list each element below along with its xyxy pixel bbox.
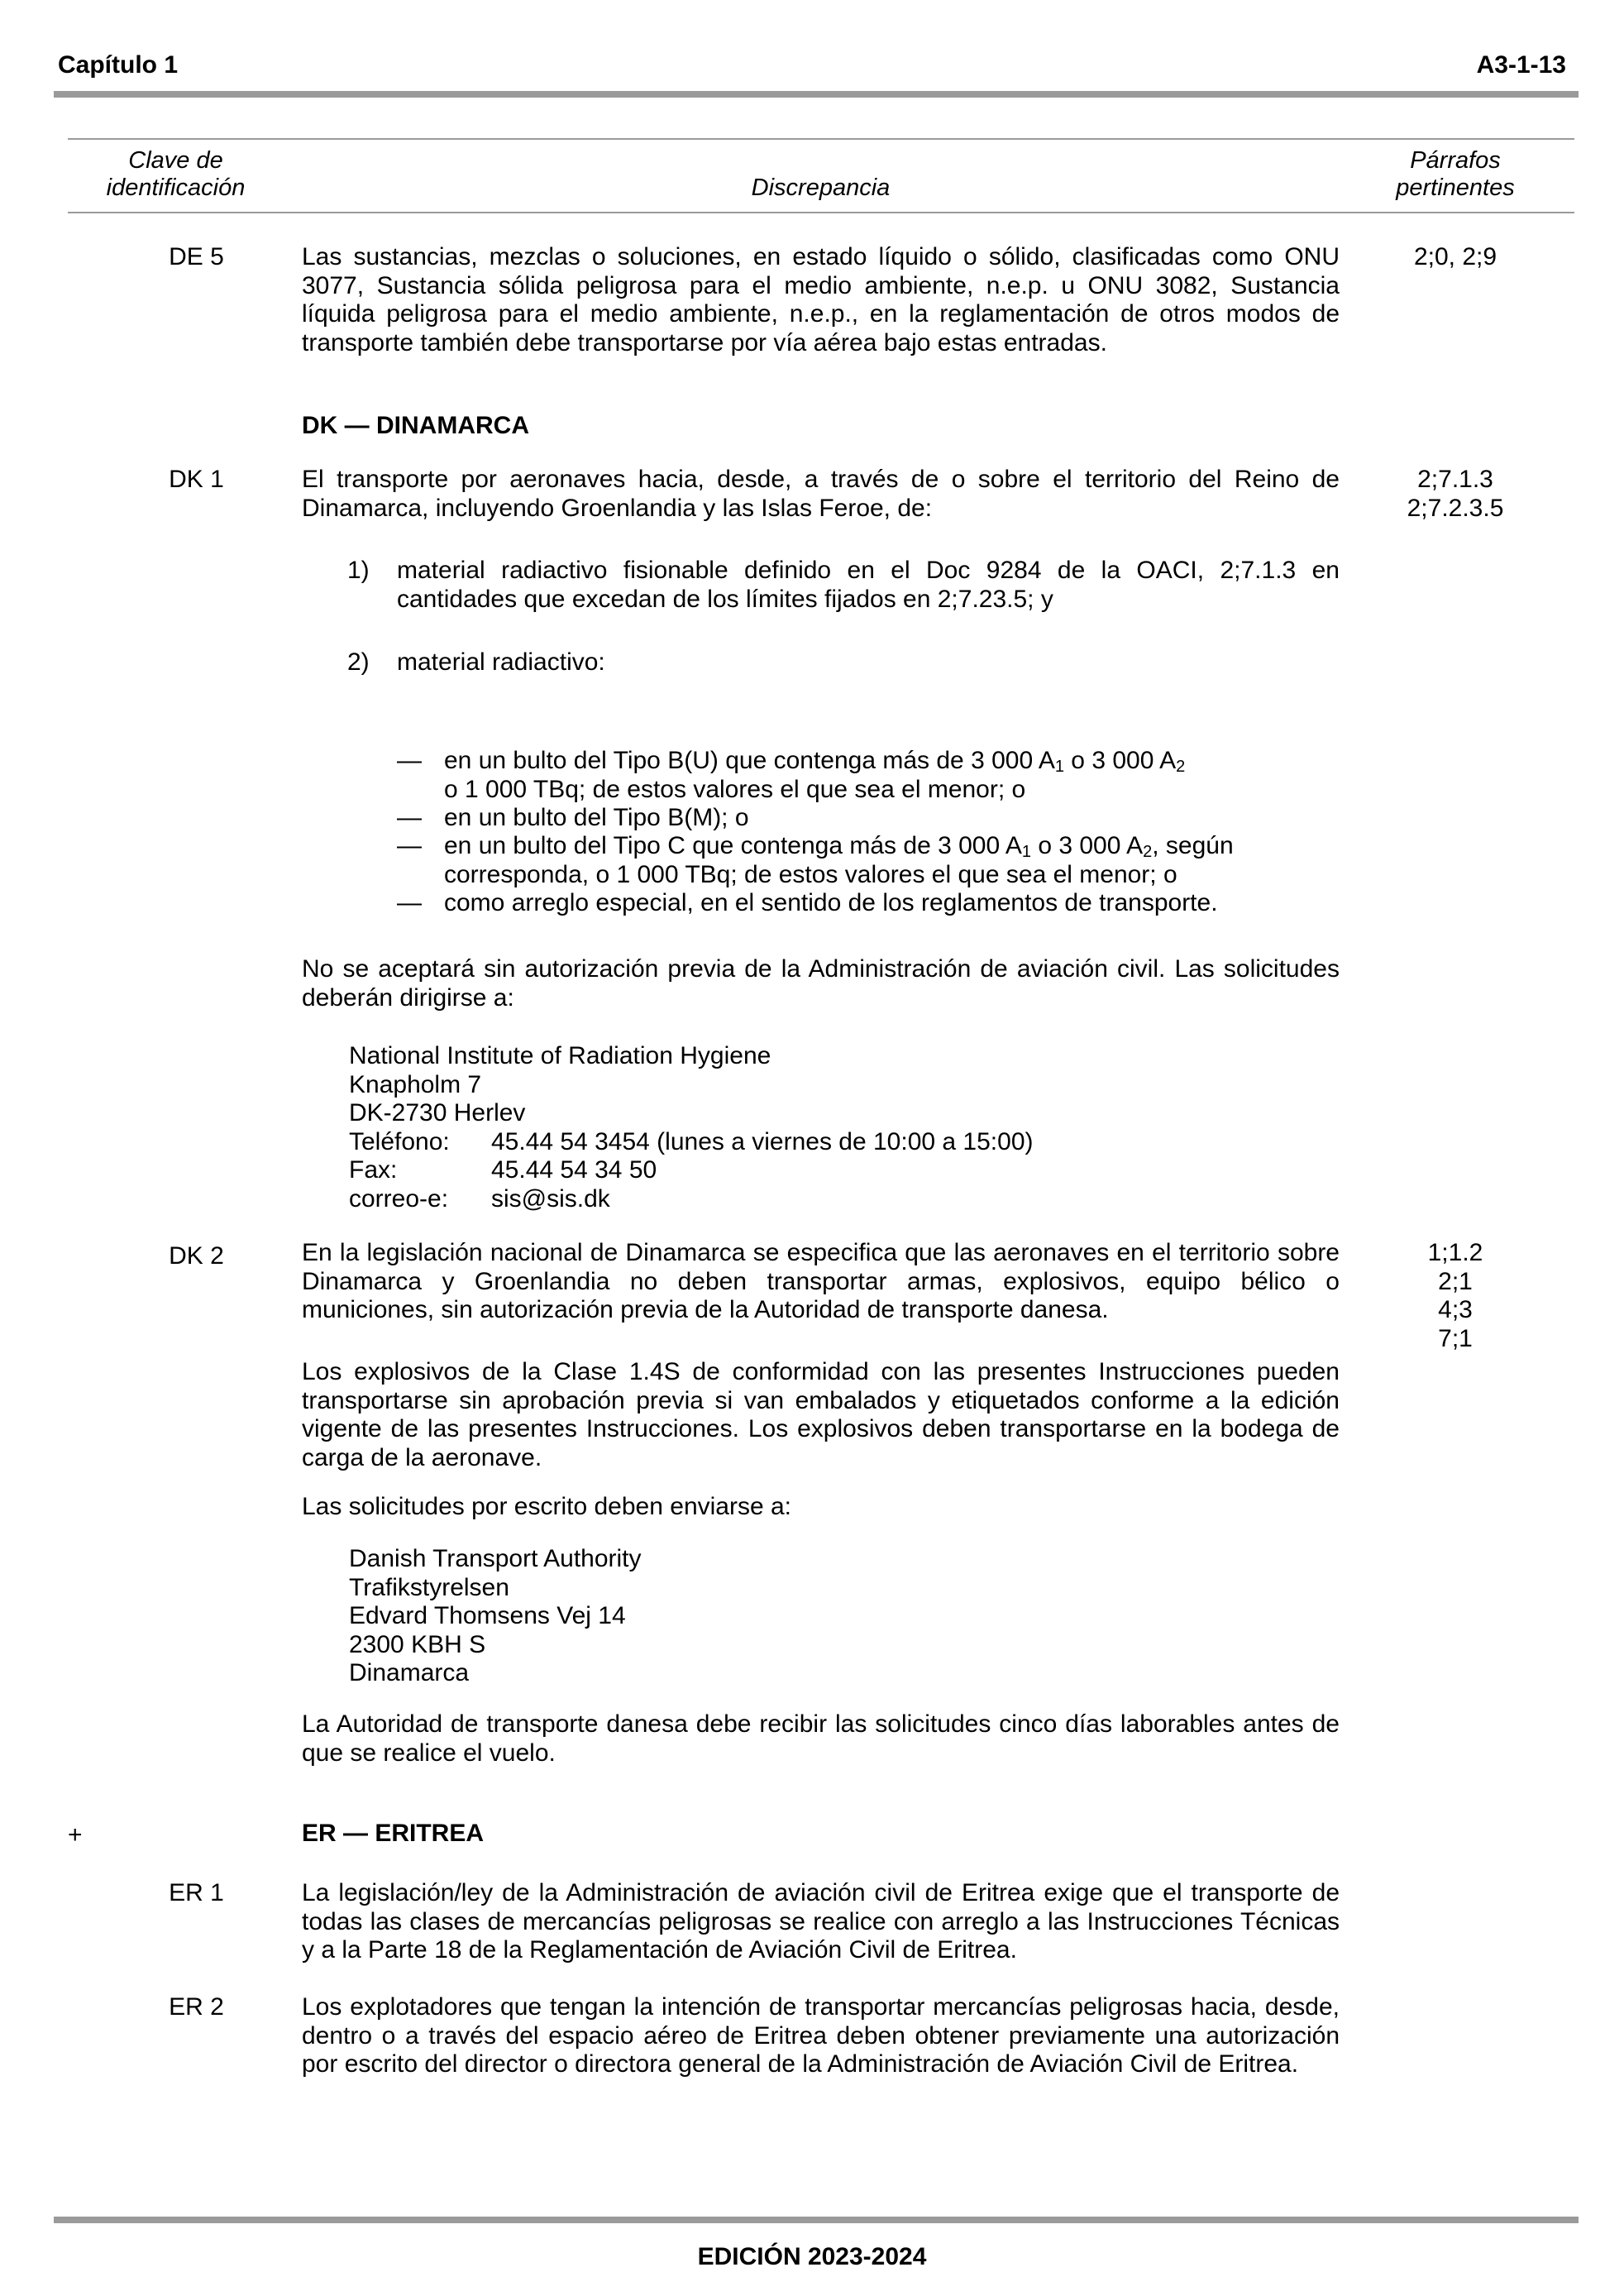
table-top-rule — [68, 138, 1574, 140]
dk1-item1-number: 1) — [347, 557, 370, 584]
er1-text: La legislación/ley de la Administración de aviación civil de Eritrea exige que el transporte de todas las clases de mercancías peligrosas se realice con arreglo a las Instrucciones Técnicas y a la Parte 18 de la Reglamentación de Aviación Civil de Eritrea. — [302, 1879, 1340, 1964]
chapter-title: Capítulo 1 — [58, 51, 179, 79]
bullet-type-bu: en un bulto del Tipo B(U) que contenga más de 3 000 $A_1$ o 3 000 $A_2$ o 1 000 TBq; de estos valores el que sea el menor; o — [444, 747, 1186, 803]
dk2-para3: Las solicitudes por escrito deben enviarse a: — [302, 1493, 792, 1520]
column-head-key: Clave de identificación — [106, 147, 246, 201]
dk2-para1: En la legislación nacional de Dinamarca se especifica que las aeronaves en el territorio sobre Dinamarca y Groenlandia no deben transportar armas, explosivos, equipo bélico o municiones, sin autorización previa de la Autoridad de transporte danesa. — [302, 1239, 1340, 1323]
de5-refs: 2;0, 2;9 — [1413, 243, 1497, 270]
bullet-special-arrangement: como arreglo especial, en el sentido de los reglamentos de transporte. — [444, 889, 1218, 916]
dk2-address: Danish Transport Authority Trafikstyrelsen Edvard Thomsens Vej 14 2300 KBH S Dinamarca — [349, 1545, 642, 1686]
dk1-item2-text: material radiactivo: — [397, 648, 605, 676]
section-heading-dk: DK — DINAMARCA — [302, 412, 529, 439]
key-dk2: DK 2 — [169, 1242, 224, 1270]
dk1-no-accept: No se aceptará sin autorización previa de la Administración de aviación civil. Las solicitudes deberán dirigirse a: — [302, 955, 1340, 1012]
footer-rule — [54, 2217, 1579, 2223]
column-head-discrepancy: Discrepancia — [751, 175, 891, 201]
bullet-type-c: en un bulto del Tipo C que contenga más de 3 000 $A_1$ o 3 000 $A_2$, según corresponda, o 1 000 TBq; de estos valores el que sea el menor; o — [444, 832, 1234, 888]
dk2-refs: 1;1.2 2;1 4;3 7;1 — [1427, 1239, 1483, 1352]
dk1-refs: 2;7.1.3 2;7.2.3.5 — [1407, 466, 1504, 522]
dk1-item1-text: material radiactivo fisionable definido en el Doc 9284 de la OACI, 2;7.1.3 en cantidades que excedan de los límites fijados en 2;7.23.5; y — [397, 557, 1340, 613]
section-heading-er: ER — ERITREA — [302, 1820, 485, 1847]
dk2-para4: La Autoridad de transporte danesa debe recibir las solicitudes cinco días laborables antes de que se realice el vuelo. — [302, 1710, 1340, 1767]
dash-bullet: — — [397, 889, 422, 916]
key-dk1: DK 1 — [169, 466, 224, 493]
table-header-rule — [68, 212, 1574, 213]
dk1-address: National Institute of Radiation Hygiene Knapholm 7 DK-2730 Herlev Teléfono: 45.44 54 3454 (lunes a viernes de 10:00 a 15:00) Fax: 45.44 54 34 50 correo-e: sis@sis.dk — [349, 1042, 1034, 1213]
dk1-item2-number: 2) — [347, 648, 370, 676]
dk2-para2: Los explosivos de la Clase 1.4S de conformidad con las presentes Instrucciones pueden transportarse sin aprobación previa si van embalados y etiquetados conforme a la edición vigente de las presentes Instrucciones. Los explosivos deben transportarse en la bodega de carga de la aeronave. — [302, 1358, 1340, 1471]
column-head-refs: Párrafos pertinentes — [1396, 147, 1515, 201]
key-er2: ER 2 — [169, 1993, 224, 2021]
dash-bullet: — — [397, 747, 422, 774]
header-rule — [54, 91, 1579, 98]
dash-bullet: — — [397, 832, 422, 859]
dk1-intro: El transporte por aeronaves hacia, desde, a través de o sobre el territorio del Reino de Dinamarca, incluyendo Groenlandia y las Islas Feroe, de: — [302, 466, 1340, 522]
er2-text: Los explotadores que tengan la intención de transportar mercancías peligrosas hacia, desde, dentro o a través del espacio aéreo de Eritrea deben obtener previamente una autorización por escrito del director o directora general de la Administración de Aviación Civil de Eritrea. — [302, 1993, 1340, 2078]
key-er1: ER 1 — [169, 1879, 224, 1906]
footer-edition: EDICIÓN 2023-2024 — [697, 2243, 927, 2270]
page-code: A3-1-13 — [1476, 51, 1566, 79]
change-mark: + — [68, 1821, 83, 1849]
bullet-type-bm: en un bulto del Tipo B(M); o — [444, 804, 749, 831]
de5-text: Las sustancias, mezclas o soluciones, en estado líquido o sólido, clasificadas como ONU 3077, Sustancia sólida peligrosa para el medio ambiente, n.e.p. u ONU 3082, Sustancia líquida peligrosa para el medio ambiente, n.e.p., en la reglamentación de otros modos de transporte también debe transportarse por vía aérea bajo estas entradas. — [302, 243, 1340, 356]
key-de5: DE 5 — [169, 243, 224, 270]
dash-bullet: — — [397, 804, 422, 831]
